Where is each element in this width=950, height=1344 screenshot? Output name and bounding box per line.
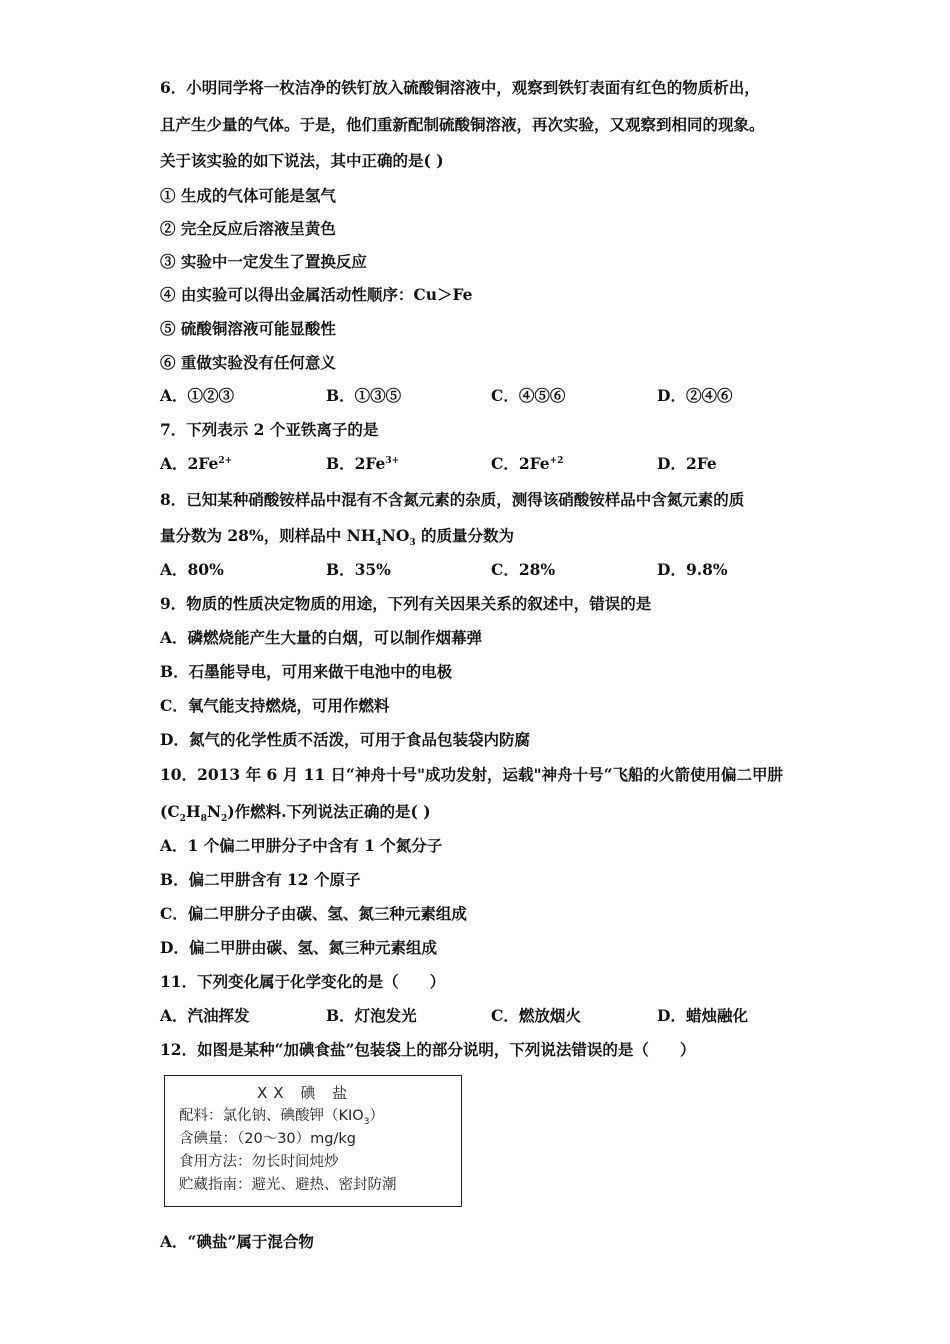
q6-statement-2: ② 完全反应后溶液呈黄色 (160, 219, 336, 238)
q10-line2-p3: N (206, 802, 222, 821)
q6-stem-line3: 关于该实验的如下说法，其中正确的是( ) (160, 151, 444, 170)
q7-option-c-valence: +2 (549, 455, 564, 466)
q10-line2-p1: (C (160, 802, 180, 821)
q6-option-c: C．④⑤⑥ (491, 386, 566, 405)
q9-option-d: D．氮气的化学性质不活泼，可用于食品包装袋内防腐 (160, 730, 530, 749)
q10-option-d: D．偏二甲肼由碳、氢、氮三种元素组成 (160, 938, 437, 957)
q10-stem-line2 (160, 802, 431, 825)
q6-statement-3: ③ 实验中一定发生了置换反应 (160, 252, 367, 271)
q8-stem-line1: 8．已知某种硝酸铵样品中混有不含氮元素的杂质，测得该硝酸铵样品中含氮元素的质 (160, 490, 745, 509)
q6-option-b: B．①③⑤ (326, 386, 402, 405)
q10-line2-p4: )作燃料.下列说法正确的是( ) (227, 802, 431, 821)
q11-option-d: D．蜡烛融化 (657, 1006, 748, 1025)
q9-option-b: B．石墨能导电，可用来做干电池中的电极 (160, 662, 453, 681)
q7-option-b-charge: 3+ (385, 455, 400, 466)
q7-option-b (326, 454, 399, 474)
q7-option-b-text: B．2Fe (326, 454, 386, 473)
q8-option-d: D．9.8% (657, 560, 728, 579)
label-ingredients-pre: 配料：氯化钠、碘酸钾（KIO (179, 1108, 364, 1124)
q10-line2-s3: 2 (221, 814, 228, 825)
q12-option-a: A．“碘盐”属于混合物 (160, 1232, 314, 1251)
q6-statement-4: ④ 由实验可以得出金属活动性顺序：Cu＞Fe (160, 285, 473, 304)
q9-option-a: A．磷燃烧能产生大量的白烟，可以制作烟幕弹 (160, 628, 483, 647)
q9-option-c: C．氧气能支持燃烧，可用作燃料 (160, 696, 390, 715)
q6-option-d: D．②④⑥ (657, 386, 733, 405)
label-iodine-content: 含碘量：（20～30）mg/kg (179, 1131, 356, 1147)
q7-option-c (491, 454, 563, 474)
q10-line2-s2: 8 (200, 814, 207, 825)
q7-option-d: D．2Fe (657, 454, 717, 473)
q10-option-a: A．1 个偏二甲肼分子中含有 1 个氮分子 (160, 836, 443, 855)
q7-option-a-charge: 2+ (218, 455, 233, 466)
q11-option-a: A．汽油挥发 (160, 1006, 250, 1025)
label-ingredients-sub: 3 (363, 1116, 370, 1127)
q6-statement-6: ⑥ 重做实验没有任何意义 (160, 353, 336, 372)
q10-option-c: C．偏二甲肼分子由碳、氢、氮三种元素组成 (160, 904, 467, 923)
q10-stem-line1: 10．2013 年 6 月 11 日“神舟十号"成功发射，运载"神舟十号“飞船的火箭使用偏二甲肼 (160, 765, 784, 784)
q6-stem-line1: 6．小明同学将一枚洁净的铁钉放入硫酸铜溶液中，观察到铁钉表面有红色的物质析出， (160, 78, 760, 97)
q9-stem: 9．物质的性质决定物质的用途，下列有关因果关系的叙述中，错误的是 (160, 594, 652, 613)
q8-line2-sub2: 3 (409, 538, 416, 549)
q11-stem: 11．下列变化属于化学变化的是（ ） (160, 972, 446, 991)
q8-option-b: B．35% (326, 560, 391, 579)
q8-line2-post: 的质量分数为 (415, 526, 515, 545)
q6-statement-5: ⑤ 硫酸铜溶液可能显酸性 (160, 319, 336, 338)
q10-line2-s1: 2 (179, 814, 186, 825)
q8-line2-sub1: 4 (375, 538, 382, 549)
label-ingredients-post: ） (369, 1108, 384, 1124)
q10-line2-p2: H (185, 802, 201, 821)
label-title: XX 碘 盐 (257, 1084, 354, 1102)
q10-option-b: B．偏二甲肼含有 12 个原子 (160, 870, 361, 889)
label-storage: 贮藏指南：避光、避热、密封防潮 (179, 1177, 397, 1193)
q8-option-c: C．28% (491, 560, 556, 579)
label-usage: 食用方法：勿长时间炖炒 (179, 1154, 339, 1170)
q6-stem-line2: 且产生少量的气体。于是，他们重新配制硫酸铜溶液，再次实验，又观察到相同的现象。 (160, 115, 765, 134)
q8-line2-pre: 量分数为 28%，则样品中 NH (160, 526, 376, 545)
salt-package-label (164, 1075, 462, 1207)
q7-option-a (160, 454, 232, 474)
q8-option-a: A．80% (160, 560, 224, 579)
q8-line2-mid: NO (381, 526, 410, 545)
q6-statement-1: ① 生成的气体可能是氢气 (160, 186, 336, 205)
label-ingredients (179, 1104, 384, 1125)
q7-option-a-text: A．2Fe (160, 454, 219, 473)
q12-stem: 12．如图是某种“加碘食盐”包装袋上的部分说明，下列说法错误的是（ ） (160, 1040, 696, 1059)
q7-stem: 7．下列表示 2 个亚铁离子的是 (160, 420, 379, 439)
q7-option-c-text: C．2Fe (491, 454, 550, 473)
q11-option-b: B．灯泡发光 (326, 1006, 417, 1025)
q8-stem-line2 (160, 526, 515, 549)
q6-option-a: A．①②③ (160, 386, 235, 405)
q11-option-c: C．燃放烟火 (491, 1006, 581, 1025)
